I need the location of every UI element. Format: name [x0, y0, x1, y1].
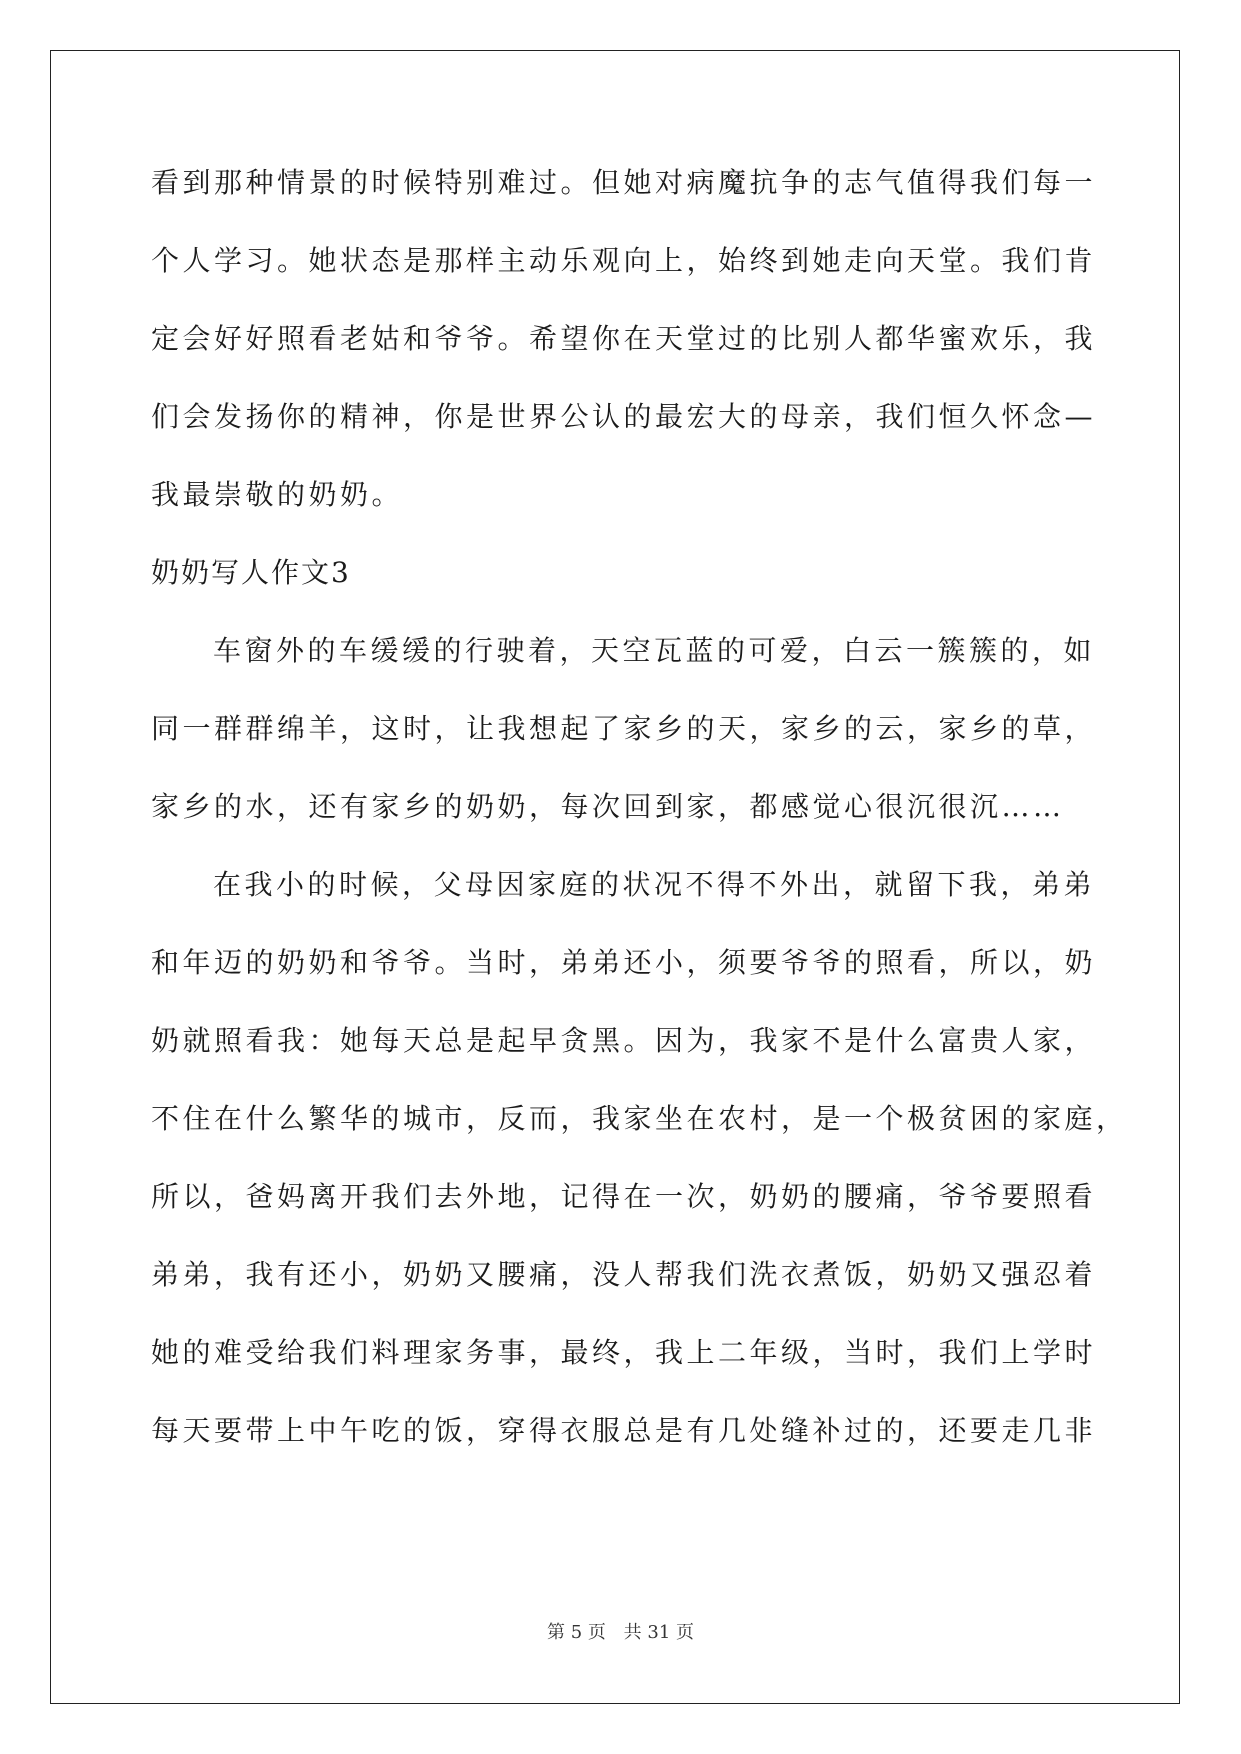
text-line: 定会好好照看老姑和爷爷。希望你在天堂过的比别人都华蜜欢乐，我 — [151, 322, 1097, 355]
text-line: 们会发扬你的精神，你是世界公认的最宏大的母亲，我们恒久怀念— — [151, 400, 1097, 433]
page-number: 第 5 页 — [547, 1622, 606, 1643]
text-line: 个人学习。她状态是那样主动乐观向上，始终到她走向天堂。我们肯 — [151, 244, 1097, 277]
text-line: 每天要带上中午吃的饭，穿得衣服总是有几处缝补过的，还要走几非 — [151, 1414, 1097, 1447]
section-heading: 奶奶写人作文3 — [151, 556, 351, 589]
text-line: 她的难受给我们料理家务事，最终，我上二年级，当时，我们上学时 — [151, 1336, 1097, 1369]
text-line: 同一群群绵羊，这时，让我想起了家乡的天，家乡的云，家乡的草， — [151, 712, 1097, 745]
text-line: 我最崇敬的奶奶。 — [151, 478, 404, 511]
document-body — [151, 160, 1128, 1486]
paragraph-first-line: 车窗外的车缓缓的行驶着，天空瓦蓝的可爱，白云一簇簇的，如 — [213, 634, 1096, 667]
text-line: 和年迈的奶奶和爷爷。当时，弟弟还小，须要爷爷的照看，所以，奶 — [151, 946, 1097, 979]
text-line: 看到那种情景的时候特别难过。但她对病魔抗争的志气值得我们每一 — [151, 166, 1097, 199]
text-line: 所以，爸妈离开我们去外地，记得在一次，奶奶的腰痛，爷爷要照看 — [151, 1180, 1097, 1213]
text-line: 不住在什么繁华的城市，反而，我家坐在农村，是一个极贫困的家庭， — [151, 1102, 1128, 1135]
text-line: 弟弟，我有还小，奶奶又腰痛，没人帮我们洗衣煮饭，奶奶又强忍着 — [151, 1258, 1097, 1291]
text-line: 奶就照看我：她每天总是起早贪黑。因为，我家不是什么富贵人家， — [151, 1024, 1097, 1057]
page-footer — [0, 1618, 1241, 1644]
page-total: 共 31 页 — [623, 1622, 694, 1643]
text-line: 家乡的水，还有家乡的奶奶，每次回到家，都感觉心很沉很沉…… — [151, 790, 1065, 823]
paragraph-first-line: 在我小的时候，父母因家庭的状况不得不外出，就留下我，弟弟 — [213, 868, 1096, 901]
